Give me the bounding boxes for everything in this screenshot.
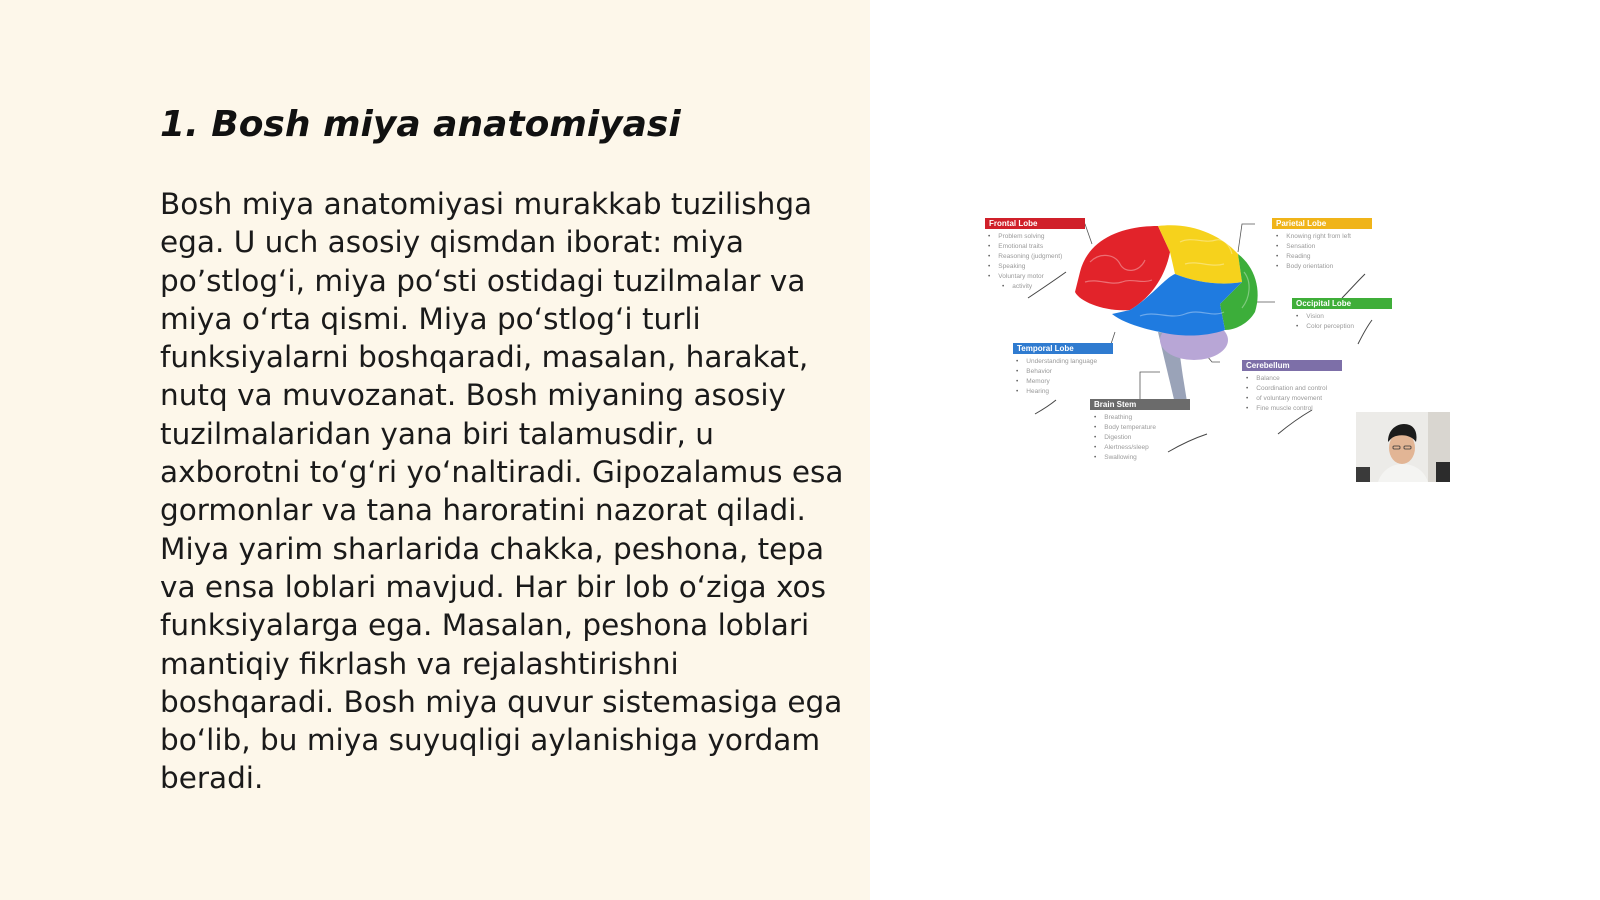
list-item: • Sensation	[1276, 242, 1351, 252]
list-item: • Knowing right from left	[1276, 232, 1351, 242]
list-item: • Speaking	[988, 262, 1062, 272]
webcam-overlay	[1356, 412, 1450, 482]
list-item: • Alertness/sleep	[1094, 443, 1156, 453]
list-item: • Breathing	[1094, 413, 1156, 423]
list-item: • Vision	[1296, 312, 1354, 322]
parietal-lobe-list	[1276, 232, 1351, 272]
list-item: • Body temperature	[1094, 423, 1156, 433]
person-video-icon	[1356, 412, 1450, 482]
frontal-lobe-list	[988, 232, 1062, 292]
occipital-lobe-label: Occipital Lobe	[1292, 298, 1392, 309]
list-item: • Swallowing	[1094, 453, 1156, 463]
temporal-lobe-label: Temporal Lobe	[1013, 343, 1113, 354]
frontal-lobe-label: Frontal Lobe	[985, 218, 1085, 229]
brain-stem-label: Brain Stem	[1090, 399, 1190, 410]
slide-body-text: Bosh miya anatomiyasi murakkab tuzilishga ega. U uch asosiy qismdan iborat: miya po’stlog‘i, miya po‘sti ostidagi tuzilmalar va miya o‘rta qismi. Miya po‘stlog‘i turli funksiyalarni boshqaradi, masalan, harakat, nutq va muvozanat. Bosh miyaning asosiy tuzilmalaridan yana biri talamusdir, u axborotni to‘g‘ri yo‘naltiradi. Gipozalamus esa gormonlar va tana haroratini nazorat qiladi. Miya yarim sharlarida chakka, peshona, tepa va ensa loblari mavjud. Har bir lob o‘ziga xos funksiyalarga ega. Masalan, peshona loblari mantiqiy fikrlash va rejalashtirishni boshqaradi. Bosh miya quvur sistemasiga ega bo‘lib, bu miya suyuqligi aylanishiga yordam beradi.	[160, 187, 844, 796]
temporal-lobe-list	[1016, 357, 1097, 397]
list-item: • Body orientation	[1276, 262, 1351, 272]
list-item: • Reasoning (judgment)	[988, 252, 1062, 262]
brain-diagram	[980, 212, 1400, 472]
list-item: • Color perception	[1296, 322, 1354, 332]
slide-title: 1. Bosh miya anatomiyasi	[160, 104, 681, 145]
list-item: • Hearing	[1016, 387, 1097, 397]
list-item: • Reading	[1276, 252, 1351, 262]
list-item: • Memory	[1016, 377, 1097, 387]
occipital-lobe-list	[1296, 312, 1354, 332]
list-item: • Problem solving	[988, 232, 1062, 242]
list-item: • Voluntary motor	[988, 272, 1062, 282]
list-item: • Balance	[1246, 374, 1327, 384]
list-item: • Digestion	[1094, 433, 1156, 443]
list-item: • of voluntary movement	[1246, 394, 1327, 404]
list-item: • Coordination and control	[1246, 384, 1327, 394]
list-item: • Understanding language	[1016, 357, 1097, 367]
brain-stem-list	[1094, 413, 1156, 463]
parietal-lobe-label: Parietal Lobe	[1272, 218, 1372, 229]
list-item: • Emotional traits	[988, 242, 1062, 252]
list-item: • Behavior	[1016, 367, 1097, 377]
cerebellum-list	[1246, 374, 1327, 414]
cerebellum-label: Cerebellum	[1242, 360, 1342, 371]
list-item: • activity	[988, 282, 1062, 292]
list-item: • Fine muscle control	[1246, 404, 1327, 414]
